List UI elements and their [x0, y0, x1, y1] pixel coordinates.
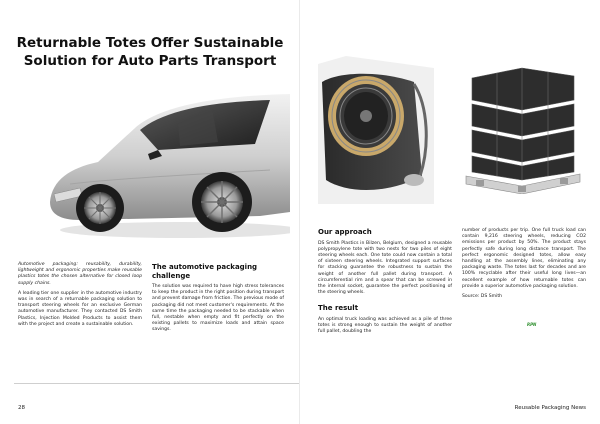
car-image [40, 84, 290, 240]
footer-divider [14, 383, 302, 384]
column-3 [318, 228, 452, 339]
col1-paragraph: A leading tier one supplier in the automotive industry was in search of a returnable packaging solution to transport steering wheels for an exclusive German automotive manufacturer. They contacted DS Smith Plastics, Injection Molded Products to assist them with the project and create a sustainable solution. [18, 290, 142, 327]
title-line-2: Solution for Auto Parts Transport [23, 53, 277, 69]
approach-paragraph: DS Smith Plastics in Bilzen, Belgium, designed a reusable polypropylene tote with two nests for two piles of eight steering wheels each. One tote could now contain a total of sixteen steering wheels. Integrated support surfaces for stacking guarantee the robustness to sustain the weight of another full pallet during transport. A circumferential rim and a spear that can be screwed in the internal socket, guarantee the perfect positioning of the steering wheels. [318, 240, 452, 296]
col4-paragraph: number of products per trip. One full truck load can contain 9,216 steering wheels, reducing CO2 emissions per product by 50%. The product stays perfectly safe during long distance transport. The perfect ergonomic designed totes, allow easy handling at the assembly lines, eliminating any packaging waste. The totes last for decades and are 100% recyclable after their useful long lives—an excellent example of how returnable totes can provide a superior automotive packaging solution. [462, 228, 586, 289]
page-number: 28 [18, 405, 25, 411]
approach-heading: Our approach [318, 228, 372, 236]
pallet-image [462, 64, 582, 194]
column-1 [18, 262, 142, 332]
result-paragraph: An optimal truck loading was achieved as a pile of three totes is strong enough to sustain the weight of another full pallet, doubling the [318, 316, 452, 335]
tote-image [318, 56, 434, 204]
article-title [14, 34, 286, 70]
column-2 [152, 263, 284, 338]
magazine-name: Reusable Packaging News [514, 405, 586, 411]
challenge-heading: The automotive packaging challenge [152, 263, 258, 280]
intro-text: Automotive packaging: reusability, durability, lightweight and ergonomic properties make reusable plastics totes the chosen alternative for closed loop supply chains. [18, 262, 142, 286]
rpn-logo: RPN [527, 322, 537, 327]
result-heading: The result [318, 304, 359, 313]
challenge-paragraph: The solution was required to have high stress tolerances to keep the product in the right position during transport and prevent damage from friction. The previous mode of packaging did not meet customer's requirements. At the same time the packaging needed to be stackable when full, nestable when empty and fit perfectly on the existing pallets to maximize loads and attain space savings. [152, 284, 284, 333]
title-line-1: Returnable Totes Offer Sustainable [16, 35, 284, 51]
column-4 [462, 228, 586, 304]
source-line: Source: DS Smith [462, 294, 503, 300]
